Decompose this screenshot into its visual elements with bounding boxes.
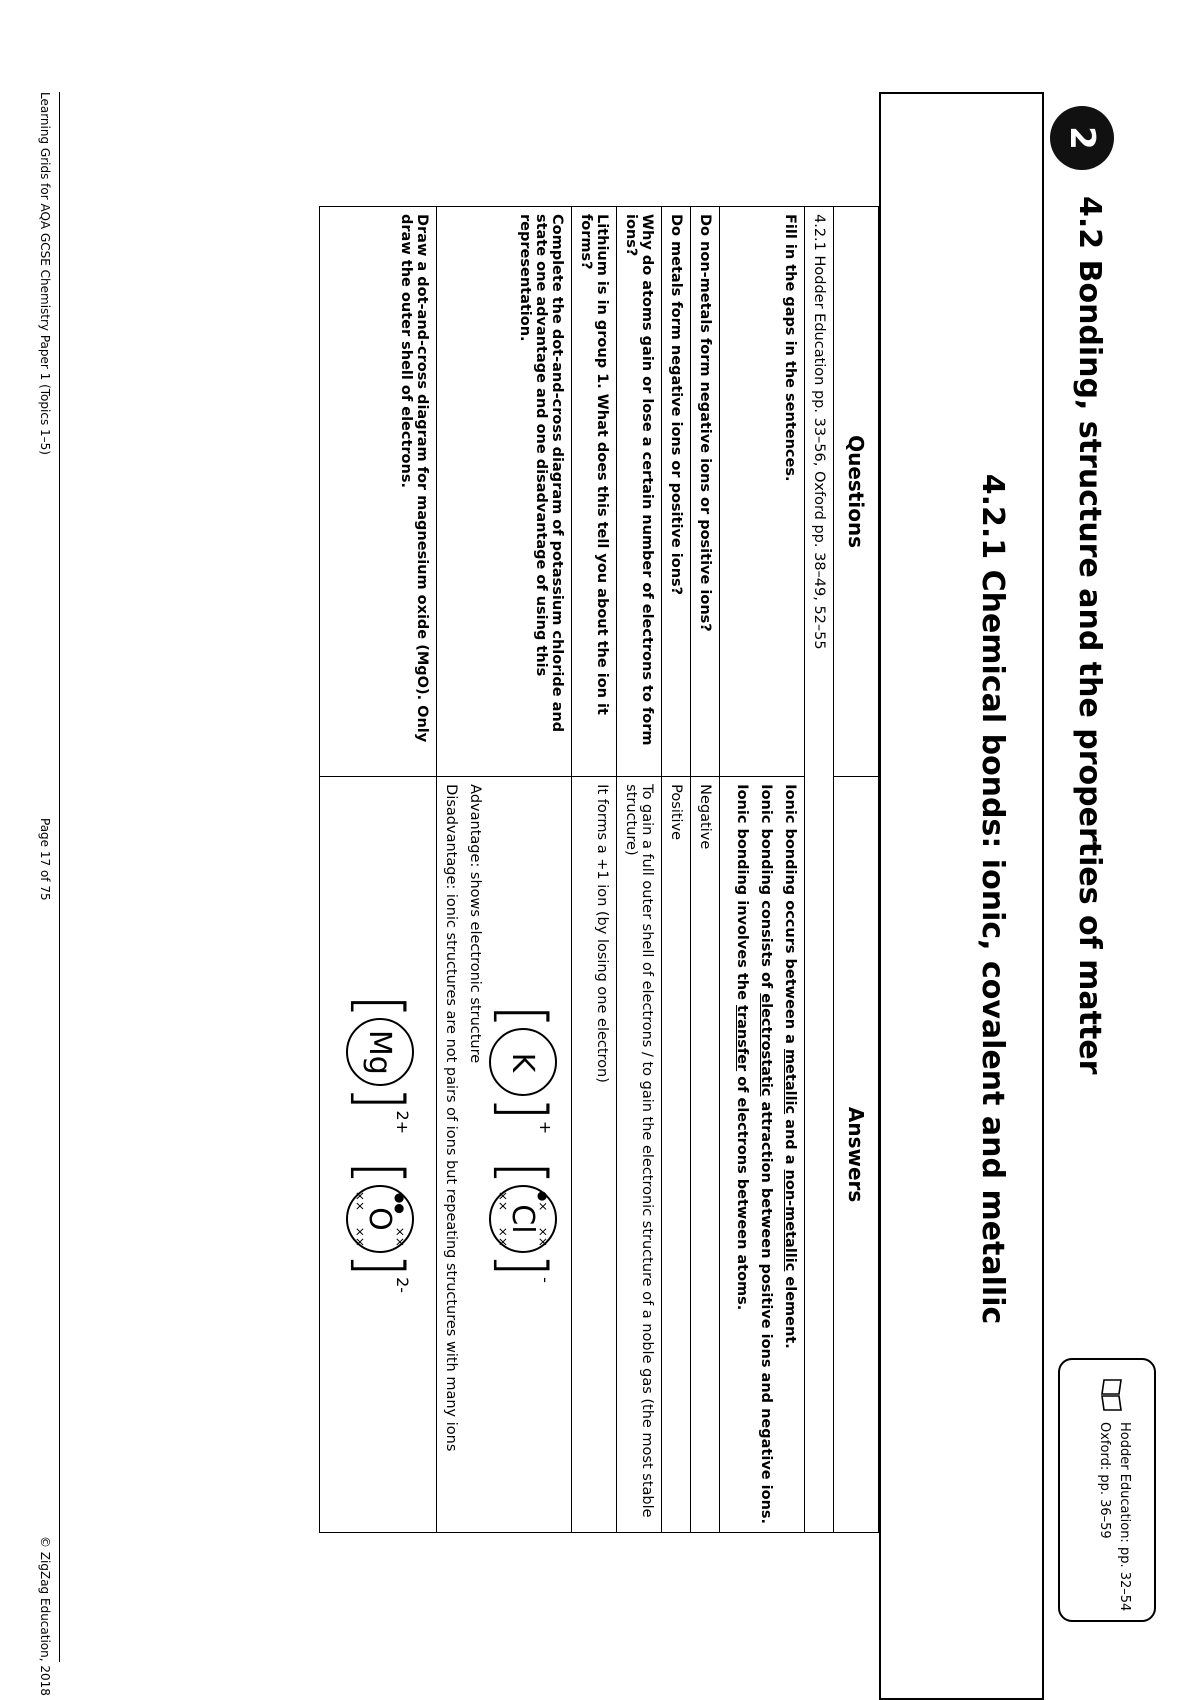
answer-line: [758, 784, 774, 1525]
footer-rule: [59, 92, 60, 1662]
topic-title: 4.2.1 Chemical bonds: ionic, covalent and metallic: [975, 473, 1010, 1325]
atom-symbol: Mg: [362, 1029, 398, 1075]
electron-cross: ××: [536, 1226, 550, 1247]
oxide-ion: [344, 1160, 417, 1294]
answer-text: of electrons between atoms.: [734, 1071, 750, 1311]
electron-cross: ××: [496, 1226, 510, 1247]
advantage-text: Advantage: shows electronic structure: [467, 784, 483, 1064]
electron-dot: ●×: [536, 1190, 550, 1212]
electron-cross: ××: [353, 1190, 367, 1212]
question-cell: Why do atoms gain or lose a certain number of electrons to form ions?: [617, 207, 662, 777]
copyright: © ZigZag Education, 2018: [38, 1536, 52, 1696]
question-cell: Draw a dot-and-cross diagram for magnesium oxide (MgO). Only draw the outer shell of electrons.: [320, 207, 437, 777]
answer-cell: Positive: [662, 777, 691, 1533]
chapter-badge: 2: [1050, 106, 1114, 170]
table-row: [617, 207, 662, 1533]
potassium-ion: [487, 1004, 560, 1135]
table-row: [437, 207, 572, 1533]
bracket-right: ]: [344, 1086, 417, 1111]
answer-cell: [437, 777, 572, 1533]
mgo-diagram: [326, 784, 430, 1525]
answer-text: attraction between positive ions and negative ions.: [758, 1096, 774, 1525]
question-cell: Lithium is in group 1. What does this tell you about the ion it forms?: [572, 207, 617, 777]
table-row: [572, 207, 617, 1533]
answer-text: and a: [782, 1114, 798, 1170]
answer-cell: [720, 777, 805, 1533]
table-row: [662, 207, 691, 1533]
reference-oxford: Oxford: pp. 36–59: [1097, 1422, 1112, 1539]
topic-title-box: [879, 92, 1044, 1700]
electron-dot: ●●: [393, 1192, 407, 1214]
questions-header: Questions: [834, 207, 879, 777]
bracket-left: [: [344, 994, 417, 1019]
reference-hodder: Hodder Education: pp. 32–54: [1117, 1422, 1132, 1612]
electron-cross: ××: [496, 1190, 510, 1212]
bracket-right: ]: [487, 1096, 560, 1121]
chloride-ion: [487, 1160, 560, 1283]
answer-cell: [320, 777, 437, 1533]
answer-gap: metallic: [782, 1048, 798, 1115]
page-number: Page 17 of 75: [38, 818, 52, 901]
magnesium-ion: [344, 994, 417, 1135]
ion-charge: -: [536, 1277, 555, 1283]
magnesium-atom: [346, 1018, 414, 1086]
answer-gap: transfer: [734, 1005, 750, 1072]
atom-symbol: K: [505, 1052, 541, 1073]
ion-charge: 2+: [393, 1110, 412, 1135]
question-cell: Fill in the gaps in the sentences.: [720, 207, 805, 777]
answer-line: [782, 784, 798, 1525]
electron-cross: ××: [393, 1226, 407, 1247]
atom-symbol: O: [362, 1207, 398, 1231]
answer-text: Ionic bonding consists of: [758, 784, 774, 994]
answer-gap: electrostatic: [758, 993, 774, 1097]
answer-text: element.: [782, 1271, 798, 1349]
section-title: 4.2 Bonding, structure and the properties of matter: [1072, 196, 1107, 1075]
disadvantage-text: Disadvantage: ionic structures are not pairs of ions but repeating structures with many ions: [443, 784, 459, 1452]
answer-cell: Negative: [691, 777, 720, 1533]
footer-title: Learning Grids for AQA GCSE Chemistry Paper 1 (Topics 1–5): [38, 92, 52, 455]
answers-header: Answers: [834, 777, 879, 1533]
reference-row: [805, 207, 834, 1533]
question-cell: Complete the dot-and-cross diagram of potassium chloride and state one advantage and one disadvantage of using this representation.: [437, 207, 572, 777]
kcl-diagram: [483, 784, 565, 1525]
reference-box: [1058, 1358, 1156, 1622]
answer-text: Ionic bonding involves the: [734, 784, 750, 1006]
answer-cell: It forms a +1 ion (by losing one electron): [572, 777, 617, 1533]
bracket-left: [: [487, 1004, 560, 1029]
table-row: [720, 207, 805, 1533]
answer-line: [734, 784, 750, 1525]
bracket-right: ]: [344, 1252, 417, 1278]
table-header-row: [834, 207, 879, 1533]
question-cell: Do metals form negative ions or positive ions?: [662, 207, 691, 777]
ion-charge: +: [536, 1120, 555, 1135]
answer-text: Ionic bonding occurs between a: [782, 784, 798, 1049]
bracket-left: [: [487, 1160, 560, 1185]
ion-charge: 2-: [393, 1277, 412, 1294]
answer-cell: To gain a full outer shell of electrons / to gain the electronic structure of a noble gas (the most stable structure): [617, 777, 662, 1533]
oxygen-atom: [346, 1185, 414, 1253]
bracket-left: [: [344, 1160, 417, 1185]
reference-row-text: 4.2.1 Hodder Education pp. 33–56, Oxford pp. 38–49, 52–55: [805, 207, 834, 1533]
question-cell: Do non-metals form negative ions or positive ions?: [691, 207, 720, 777]
learning-grid-table: [319, 206, 879, 1533]
atom-symbol: Cl: [505, 1204, 541, 1234]
table-row: [691, 207, 720, 1533]
bracket-right: ]: [487, 1252, 560, 1278]
chlorine-atom: [489, 1185, 557, 1253]
book-icon: [1100, 1378, 1124, 1412]
potassium-atom: [489, 1028, 557, 1096]
electron-cross: ××: [353, 1226, 367, 1247]
answer-gap: non-metallic: [782, 1169, 798, 1272]
table-row: [320, 207, 437, 1533]
